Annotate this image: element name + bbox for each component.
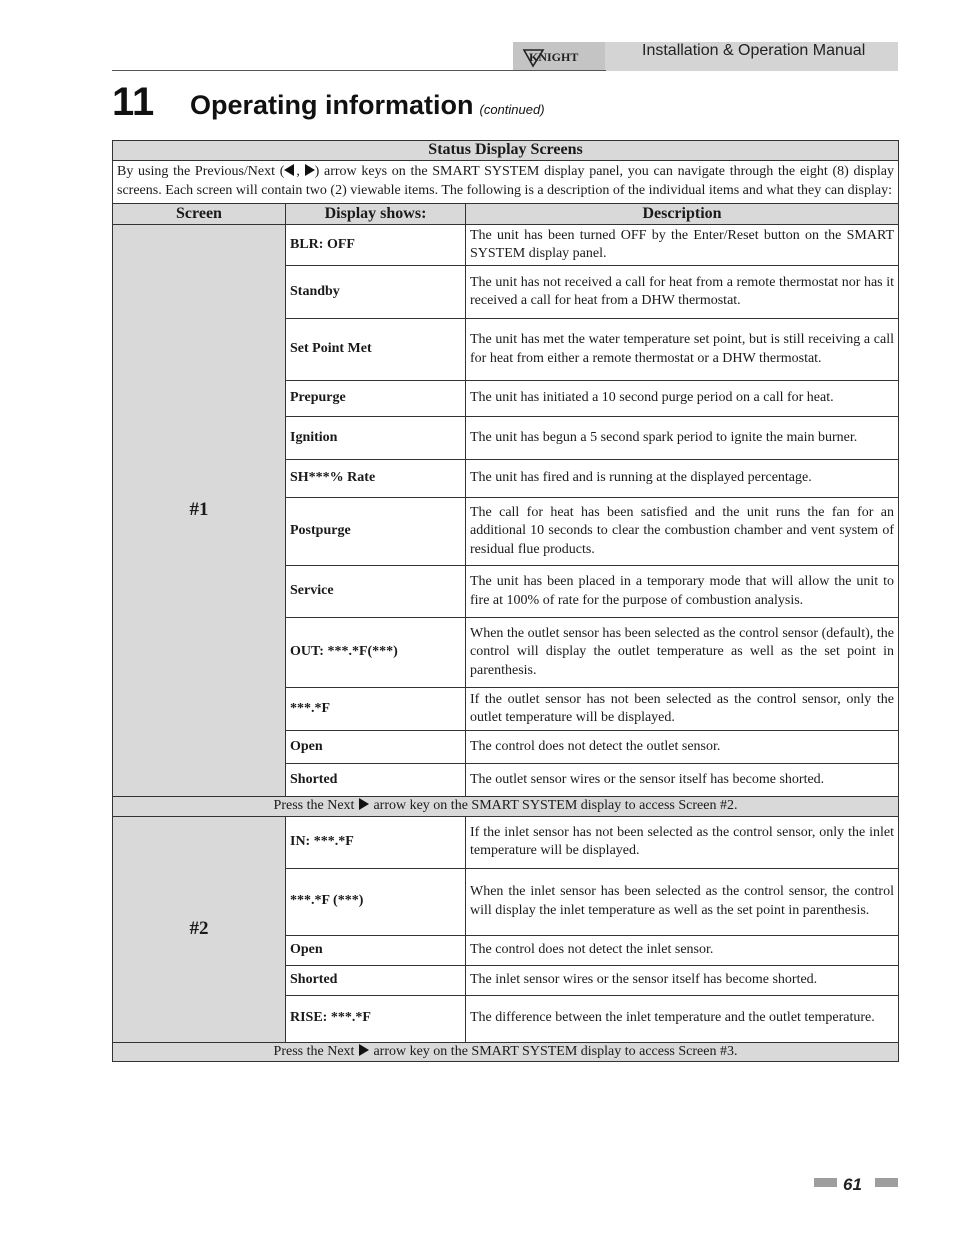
manual-title: Installation & Operation Manual bbox=[642, 42, 866, 59]
display-value: OUT: ***.*F(***) bbox=[286, 618, 466, 688]
description-text: The unit has fired and is running at the displayed percentage. bbox=[466, 460, 899, 498]
previous-arrow-icon bbox=[284, 164, 294, 176]
page-number: 61 bbox=[843, 1175, 862, 1194]
display-value: Service bbox=[286, 566, 466, 618]
display-value: RISE: ***.*F bbox=[286, 995, 466, 1042]
display-value: IN: ***.*F bbox=[286, 816, 466, 868]
next-arrow-icon bbox=[305, 164, 315, 176]
header-rule bbox=[112, 70, 606, 71]
section-number: 11 bbox=[112, 80, 155, 124]
description-text: The unit has been placed in a temporary mode that will allow the unit to fire at 100% of rate for the purpose of combustion analysis. bbox=[466, 566, 899, 618]
display-value: Open bbox=[286, 731, 466, 764]
intro-comma: , bbox=[296, 164, 305, 179]
screen-1-label: #1 bbox=[113, 225, 286, 797]
instruction-start: Press the Next bbox=[273, 1043, 355, 1059]
display-value: BLR: OFF bbox=[286, 225, 466, 266]
svg-text:KNIGHT: KNIGHT bbox=[529, 49, 579, 64]
description-text: The unit has begun a 5 second spark period to ignite the main burner. bbox=[466, 417, 899, 460]
description-text: If the outlet sensor has not been selected as the control sensor, only the outlet temperature will be displayed. bbox=[466, 688, 899, 731]
description-text: When the inlet sensor has been selected as the control sensor, the control will display the inlet temperature as well as the set point in parenthesis. bbox=[466, 868, 899, 935]
page-number-bar-left bbox=[814, 1178, 837, 1187]
description-text: The difference between the inlet temperature and the outlet temperature. bbox=[466, 995, 899, 1042]
description-text: The unit has met the water temperature set point, but is still receiving a call for heat from either a remote thermostat or a DHW thermostat. bbox=[466, 319, 899, 381]
display-value: Prepurge bbox=[286, 381, 466, 417]
description-text: The call for heat has been satisfied and the unit runs the fan for an additional 10 seconds to clear the combustion chamber and vent system of residual flue products. bbox=[466, 498, 899, 566]
page-number-bar-right bbox=[875, 1178, 898, 1187]
column-header-screen: Screen bbox=[113, 204, 286, 225]
description-text: If the inlet sensor has not been selected as the control sensor, only the inlet temperature will be displayed. bbox=[466, 816, 899, 868]
description-text: The unit has been turned OFF by the Enter/Reset button on the SMART SYSTEM display panel. bbox=[466, 225, 899, 266]
section-title bbox=[190, 88, 545, 127]
display-value: Open bbox=[286, 935, 466, 965]
description-text: The control does not detect the outlet sensor. bbox=[466, 731, 899, 764]
knight-logo bbox=[513, 42, 605, 71]
display-value: ***.*F (***) bbox=[286, 868, 466, 935]
next-screen-instruction bbox=[113, 797, 899, 817]
display-value: SH***% Rate bbox=[286, 460, 466, 498]
display-value: Ignition bbox=[286, 417, 466, 460]
next-arrow-icon bbox=[359, 1044, 369, 1056]
intro-text-start: By using the Previous/Next ( bbox=[117, 164, 285, 179]
instruction-end: arrow key on the SMART SYSTEM display to access Screen #3. bbox=[373, 1043, 738, 1059]
screen-2-label: #2 bbox=[113, 816, 286, 1042]
knight-logo-mark bbox=[521, 46, 597, 68]
column-header-display: Display shows: bbox=[286, 204, 466, 225]
intro-text-end: ) arrow keys on the SMART SYSTEM display panel, you can navigate through the eight (8) display screens. Each screen will contain two (2) viewable items. The following is a description of the individual items and what they can display: bbox=[117, 164, 895, 198]
section-title-text: Operating information bbox=[190, 90, 474, 120]
instruction-start: Press the Next bbox=[273, 798, 355, 813]
continued-label: (continued) bbox=[479, 102, 545, 117]
display-value: Set Point Met bbox=[286, 319, 466, 381]
description-text: The control does not detect the inlet sensor. bbox=[466, 935, 899, 965]
table-title: Status Display Screens bbox=[113, 141, 899, 161]
description-text: The unit has not received a call for heat from a remote thermostat nor has it received a call for heat from a DHW thermostat. bbox=[466, 266, 899, 319]
description-text: The inlet sensor wires or the sensor itself has become shorted. bbox=[466, 965, 899, 995]
description-text: The unit has initiated a 10 second purge period on a call for heat. bbox=[466, 381, 899, 417]
status-display-table bbox=[112, 140, 899, 1062]
description-text: When the outlet sensor has been selected as the control sensor (default), the control will display the outlet temperature as well as the set point in parenthesis. bbox=[466, 618, 899, 688]
table-intro bbox=[113, 161, 899, 204]
display-value: Postpurge bbox=[286, 498, 466, 566]
display-value: ***.*F bbox=[286, 688, 466, 731]
instruction-end: arrow key on the SMART SYSTEM display to access Screen #2. bbox=[373, 798, 738, 813]
display-value: Standby bbox=[286, 266, 466, 319]
display-value: Shorted bbox=[286, 764, 466, 797]
column-header-description: Description bbox=[466, 204, 899, 225]
next-arrow-icon bbox=[359, 798, 369, 810]
next-screen-instruction bbox=[113, 1042, 899, 1062]
display-value: Shorted bbox=[286, 965, 466, 995]
description-text: The outlet sensor wires or the sensor itself has become shorted. bbox=[466, 764, 899, 797]
